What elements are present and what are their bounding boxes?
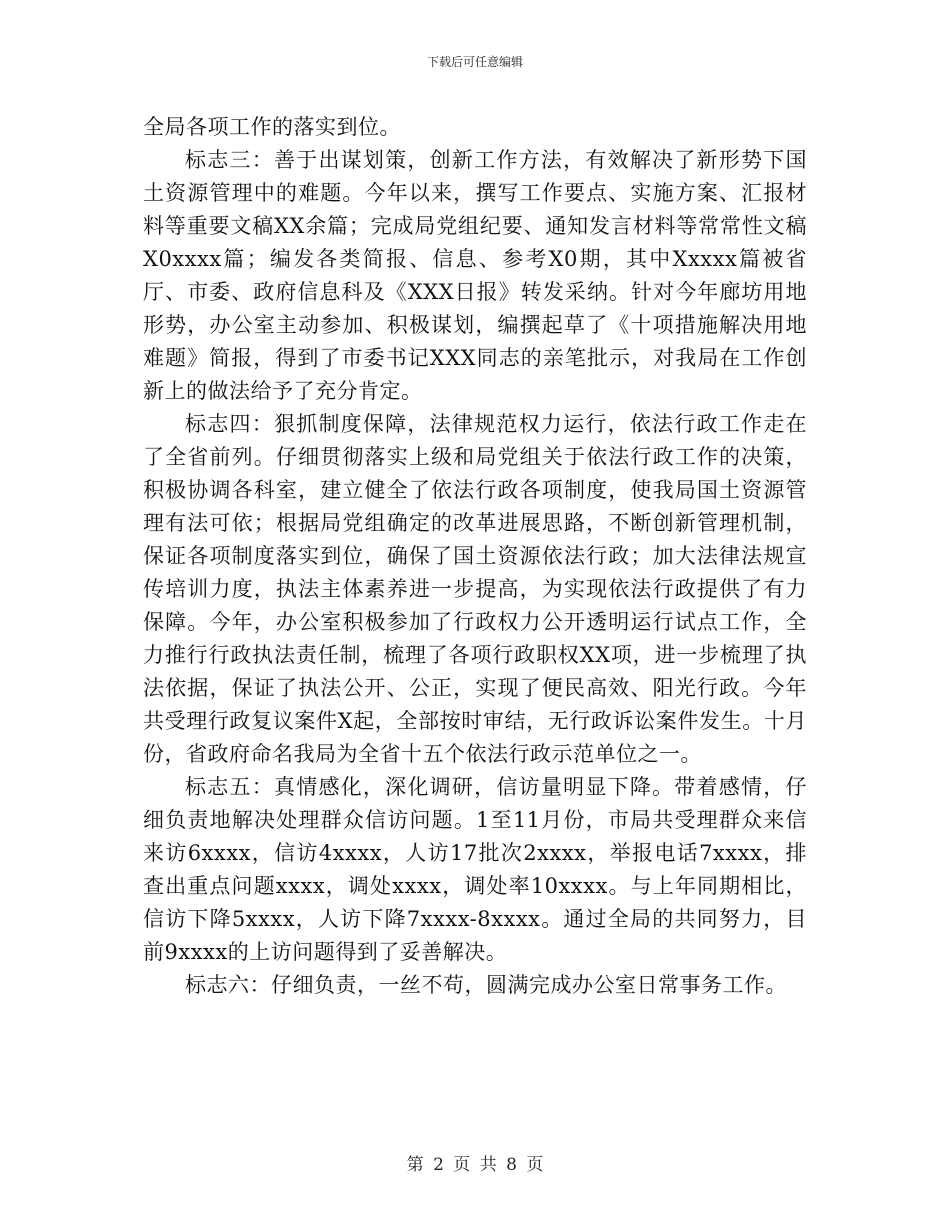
paragraph-mark-four: 标志四：狠抓制度保障，法律规范权力运行，依法行政工作走在了全省前列。仔细贯彻落实上级和局党组关于依法行政工作的决策，积极协调各科室，建立健全了依法行政各项制度，使我局国土资源管理有法可依；根据局党组确定的改革进展思路，不断创新管理机制，保证各项制度落实到位，确保了国土资源依法行政；加大法律法规宣传培训力度，执法主体素养进一步提高，为实现依法行政提供了有力保障。今年，办公室积极参加了行政权力公开透明运行试点工作，全力推行行政执法责任制，梳理了各项行政职权XX项，进一步梳理了执法依据，保证了执法公开、公正，实现了便民高效、阳光行政。今年共受理行政复议案件X起，全部按时审结，无行政诉讼案件发生。十月份，省政府命名我局为全省十五个依法行政示范单位之一。 bbox=[143, 412, 807, 766]
paragraph-mark-three: 标志三：善于出谋划策，创新工作方法，有效解决了新形势下国土资源管理中的难题。今年以来，撰写工作要点、实施方案、汇报材料等重要文稿XX余篇；完成局党组纪要、通知发言材料等常常性文稿X0xxxx篇；编发各类简报、信息、参考X0期，其中Xxxxx篇被省厅、市委、政府信息科及《XXX日报》转发采纳。针对今年廊坊用地形势，办公室主动参加、积极谋划，编撰起草了《十项措施解决用地难题》简报，得到了市委书记XXX同志的亲笔批示，对我局在工作创新上的做法给予了充分肯定。 bbox=[143, 148, 807, 403]
paragraph-mark-five: 标志五：真情感化，深化调研，信访量明显下降。带着感情，仔细负责地解决处理群众信访问题。1至11月份，市局共受理群众来信来访6xxxx，信访4xxxx，人访17批次2xxxx，举报电话7xxxx，排查出重点问题xxxx，调处xxxx，调处率10xxxx。与上年同期相比，信访下降5xxxx，人访下降7xxxx-8xxxx。通过全局的共同努力，目前9xxxx的上访问题得到了妥善解决。 bbox=[143, 775, 807, 964]
page-number: 第 2 页 共 8 页 bbox=[406, 1155, 544, 1175]
paragraph-mark-six: 标志六：仔细负责，一丝不苟，圆满完成办公室日常事务工作。 bbox=[185, 973, 787, 997]
page-header: 下载后可任意编辑 bbox=[426, 55, 523, 69]
document-body bbox=[143, 111, 807, 1002]
paragraph-continuation: 全局各项工作的落实到位。 bbox=[143, 115, 401, 139]
